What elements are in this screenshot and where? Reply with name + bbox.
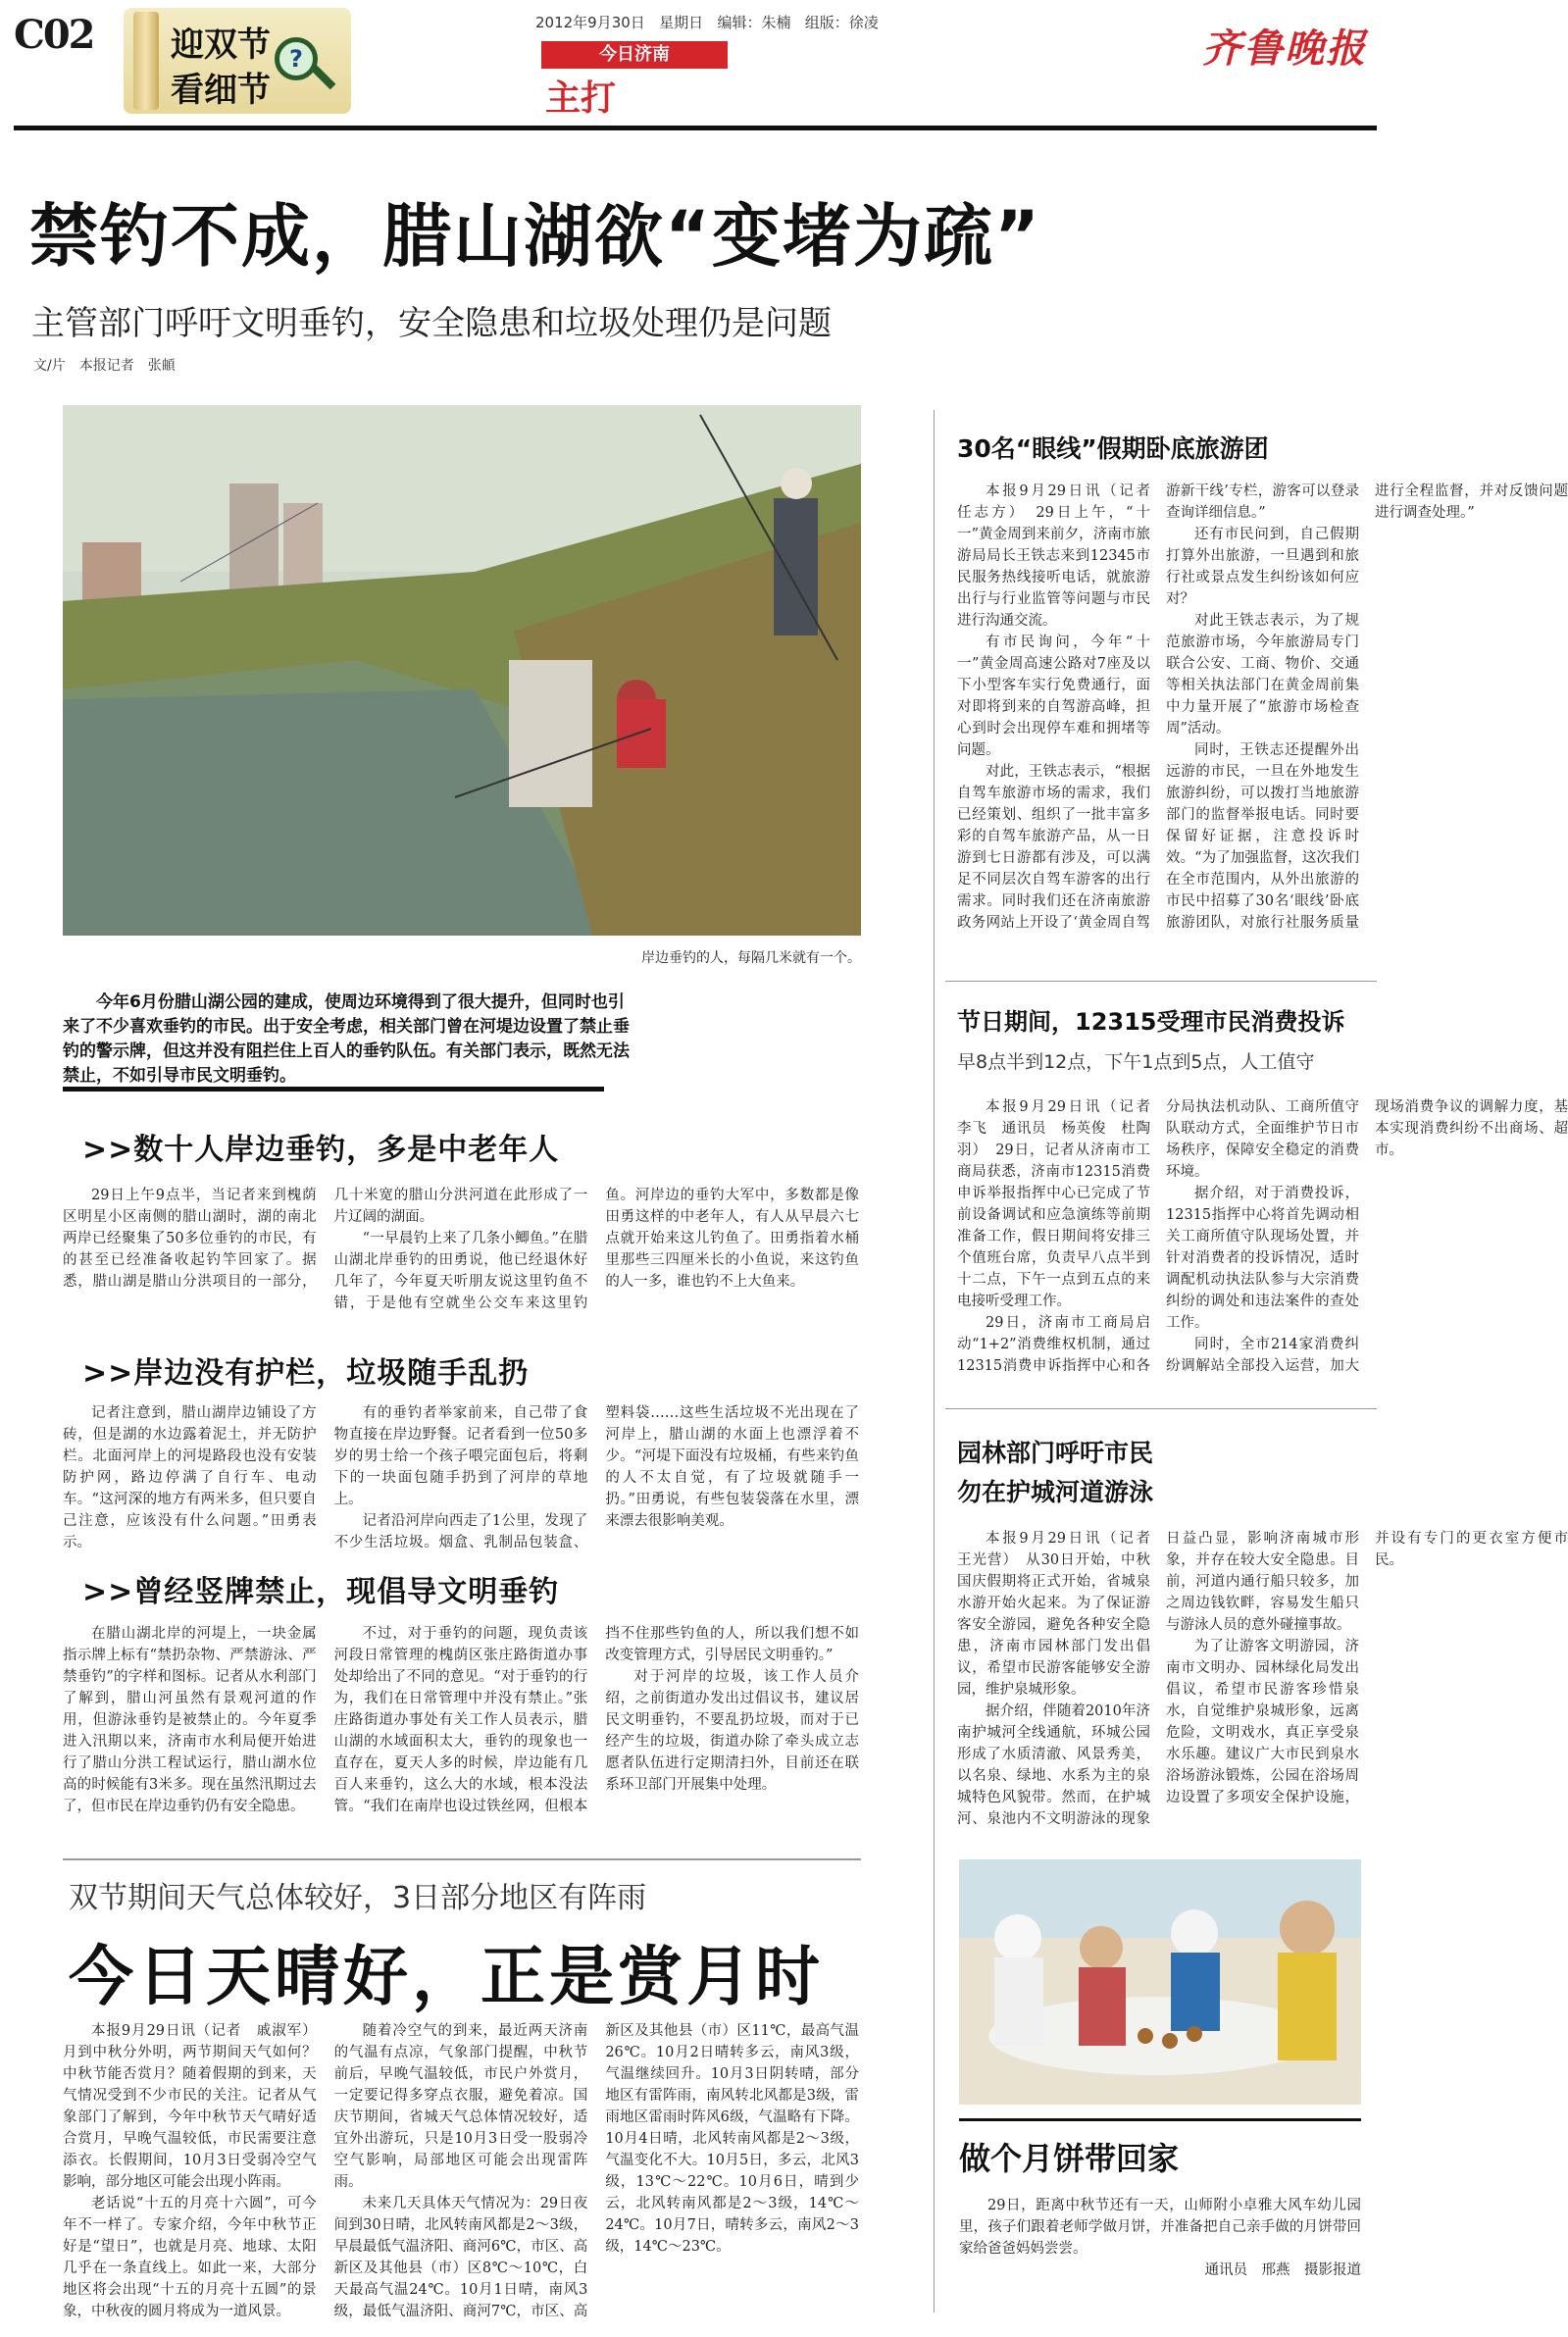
section-2-para-1: 记者注意到，腊山湖岸边铺设了方砖，但是湖的水边露着泥土，并无防护栏。北面河岸上的河堤路段也没有安装防护网，路边停满了自行车、电动车。“这河深的地方有两米多，但只要自己注意，应该没有什么问题。”田勇表示。	[63, 1405, 317, 1550]
sidebar-2-body	[957, 1096, 1568, 1387]
section-tag: 今日济南	[541, 41, 728, 69]
sidebar-2-para-4: 同时，全市214家消费纠纷调解站全部投入运营，加大现场消费争议的调解力度，基本实现消费纠纷不出商场、超市。	[1166, 1099, 1568, 1374]
column-divider	[934, 410, 935, 2312]
photo-caption: 岸边垂钓的人，每隔几米就有一个。	[641, 950, 861, 966]
sidebar-1-para-6: 同时，王铁志还提醒外出远游的市民，一旦在外地发生旅游纠纷，可以拨打当地旅游部门的监督举报电话。同时要保留好证据，注意投诉时效。“为了加强监督，这次我们在全市范围内，从外出旅游的市民中招募了30名‘眼线’卧底旅游团队，对旅行社服务质量进行全程监督，并对反馈问题进行调查处理。”	[1166, 483, 1568, 931]
weekday: 星期日	[659, 14, 704, 31]
sidebar-1-body	[957, 481, 1568, 957]
pillar-icon	[133, 12, 159, 110]
banner-line-2: 看细节	[171, 71, 271, 110]
page-code: C02	[14, 12, 94, 58]
sidebar-1-para-4: 还有市民问到，自己假期打算外出旅游，一旦遇到和旅行社或景点发生纠纷该如何应对？	[1166, 527, 1359, 607]
date: 2012年9月30日	[535, 14, 645, 31]
lead-rule	[63, 1087, 604, 1092]
sidebar-1-para-5: 对此王铁志表示，为了规范旅游市场，今年旅游局专门联合公安、工商、物价、交通等相关执法部门在黄金周前集中力量开展了“旅游市场检查周”活动。	[1166, 613, 1359, 737]
sidebar-photo-rule	[959, 2118, 1361, 2121]
section-2-title: >>岸边没有护栏，垃圾随手乱扔	[82, 1356, 530, 1391]
weather-subhead: 双节期间天气总体较好，3日部分地区有阵雨	[69, 1881, 647, 1915]
issue-date	[535, 12, 879, 32]
holiday-banner	[124, 8, 351, 114]
section-3-para-1: 在腊山湖北岸的河堤上，一块金属指示牌上标有“禁扔杂物、严禁游泳、严禁垂钓”的字样和图标。记者从水利部门了解到，腊山河虽然有景观河道的作用，但游泳垂钓是被禁止的。今年夏季进入汛期以来，济南市水利局便开始进行了腊山分洪工程试运行，腊山湖水位高的时候能有3米多。现在虽然汛期过去了，但市民在岸边垂钓仍有安全隐患。	[63, 1626, 317, 1814]
section-2-para-3: 记者沿河岸向西走了1公里，发现了不少生活垃圾。烟盒、乳制品包装盒、塑料袋……这些生活垃圾不光出现在了河岸上，腊山湖的水面上也漂浮着不少。“河堤下面没有垃圾桶，有些来钓鱼的人不太自觉，有了垃圾就随手一扔。”田勇说，有些包装袋落在水里，漂来漂去很影响美观。	[333, 1405, 859, 1550]
fishing-photo	[63, 405, 861, 936]
banner-line-1: 迎双节	[171, 25, 271, 65]
sidebar-1-para-1: 本报9月29日讯（记者 任志方） 29日上午，“十一”黄金周到来前夕，济南市旅游局局长王铁志来到12345市民服务热线接听电话，就旅游出行与行业监管等问题与市民进行沟通交流。	[957, 483, 1165, 629]
magnifier-icon: ?	[275, 37, 318, 80]
sidebar-rule-1	[945, 981, 1377, 982]
sidebar-3-para-1: 本报9月29日讯（记者 王光营） 从30日开始，中秋国庆假期将正式开始，省城泉水游开始火起来。为了保证游客安全游园，避免各种安全隐患，济南市园林部门发出倡议，希望市民游客能够安全游园，维护泉城形象。	[957, 1531, 1165, 1698]
weather-headline: 今日天晴好，正是赏月时	[69, 1939, 824, 2014]
sidebar-rule-2	[945, 1408, 1377, 1409]
sidebar-4-para-1: 29日，距离中秋节还有一天，山师附小卓雅大风车幼儿园里，孩子们跟着老师学做月饼，并准备把自己亲手做的月饼带回家给爸爸妈妈尝尝。	[959, 2198, 1361, 2257]
section-name: 主打	[545, 78, 617, 119]
weather-body	[63, 2020, 859, 2326]
byline: 文/片 本报记者 张頔	[33, 358, 176, 374]
sidebar-1-para-2: 有市民询问，今年“十一”黄金周高速公路对7座及以下小型客车实行免费通行，面对即将到来的自驾游高峰，担心到时会出现停车难和拥堵等问题。	[957, 635, 1150, 758]
weather-para-1: 本报9月29日讯（记者 戚淑军）月到中秋分外明，两节期间天气如何？中秋节能否赏月？随着假期的到来，天气情况受到不少市民的关注。记者从气象部门了解到，今年中秋节天气晴好适合赏月，早晚气温较低，市民需要注意添衣。长假期间，10月3日受弱冷空气影响，部分地区可能会出现小阵雨。	[63, 2023, 317, 2190]
sidebar-3-body	[957, 1528, 1568, 1832]
weather-para-4: 未来几天具体天气情况为：29日夜间到30日晴，北风转南风都是2～3级，早晨最低气温济阳、商河6℃，市区、高新区及其他县（市）区8℃～10℃，白天最高气温24℃。10月1日晴，南风3级，最低气温济阳、商河7℃，市区、高新区及其他县（市）区11℃，最高气温26℃。10月2日晴转多云，南风3级，气温继续回升。10月3日阴转晴，部分地区有雷阵雨，南风转北风都是3级，雷雨地区雷雨时阵风6级，气温略有下降。10月4日晴，北风转南风都是2～3级，气温变化不大。10月5日，多云，北风3级，13℃～22℃。10月6日，晴到少云，北风转南风都是2～3级，14℃～24℃。10月7日，晴转多云，南风2～3级，14℃～23℃。	[333, 2023, 859, 2319]
main-headline: 禁钓不成，腊山湖欲“变堵为疏”	[29, 196, 1042, 277]
sidebar-2-para-3: 据介绍，对于消费投诉，12315指挥中心将首先调动相关工商所值守队现场处置，并针对消费者的投诉情况，适时调配机动执法队参与大宗消费纠纷的调处和违法案件的查处工作。	[1166, 1186, 1359, 1331]
header-rule	[14, 126, 1377, 130]
section-3-para-3: 对于河岸的垃圾，该工作人员介绍，之前街道办发出过倡议书，建议居民文明垂钓，不要乱扔垃圾，而对于已经产生的垃圾，街道办除了牵头成立志愿者队伍进行定期清扫外，目前还在联系环卫部门开展集中处理。	[605, 1669, 859, 1793]
mooncake-photo	[959, 1859, 1361, 2105]
sidebar-2-subtitle: 早8点半到12点，下午1点到5点，人工值守	[957, 1051, 1315, 1073]
lead-paragraph: 今年6月份腊山湖公园的建成，使周边环境得到了很大提升，但同时也引来了不少喜欢垂钓的市民。出于安全考虑，相关部门曾在河堤边设置了禁止垂钓的警示牌，但这并没有阻拦住上百人的垂钓队伍。有关部门表示，既然无法禁止，不如引导市民文明垂钓。	[63, 992, 630, 1086]
section-1-para-1: 29日上午9点半，当记者来到槐荫区明星小区南侧的腊山湖时，湖的南北两岸已经聚集了50多位垂钓的市民，有的甚至已经准备收起钓竿回家了。据悉，腊山湖是腊山分洪项目的一部分，几十米宽的腊山分洪河道在此形成了一片辽阔的湖面。	[63, 1188, 588, 1290]
weather-para-3: 随着冷空气的到来，最近两天济南的气温有点凉，气象部门提醒，中秋节前后，早晚气温较低，市民户外赏月，一定要记得多穿点衣服，避免着凉。国庆节期间，省城天气总体情况较好，适宜外出游玩，只是10月3日受一股弱冷空气影响，局部地区可能会出现雷阵雨。	[333, 2023, 588, 2190]
magnifier-handle	[310, 64, 336, 90]
section-1-body	[63, 1185, 859, 1361]
section-1-title: >>数十人岸边垂钓，多是中老年人	[82, 1133, 560, 1167]
main-subheadline: 主管部门呼吁文明垂钓，安全隐患和垃圾处理仍是问题	[31, 304, 832, 343]
paper-logo: 齐鲁晚报	[1202, 25, 1367, 72]
weather-para-2: 老话说“十五的月亮十六圆”，可今年不一样了。专家介绍，今年中秋节正好是“望日”，也就是月亮、地球、太阳几乎在一条直线上。如此一来，大部分地区将会出现“十五的月亮十五圆”的景象，中秋夜的圆月将成为一道风景。	[63, 2196, 317, 2319]
section-2-para-2: 有的垂钓者举家前来，自己带了食物直接在岸边野餐。记者看到一位50多岁的男士给一个孩子喂完面包后，将剩下的一块面包随手扔到了河岸的草地上。	[333, 1405, 588, 1507]
section-1-para-2: “一早晨钓上来了几条小鲫鱼。”在腊山湖北岸垂钓的田勇说，他已经退休好几年了，今年夏天听朋友说这里钓鱼不错，于是他有空就坐公交车来这里钓鱼。河岸边的垂钓大军中，多数都是像田勇这样的中老年人，有人从早晨六七点就开始来这儿钓鱼了。田勇指着水桶里那些三四厘米长的小鱼说，来这钓鱼的人一多，谁也钓不上大鱼来。	[333, 1188, 859, 1311]
editor: 编辑：朱楠	[717, 14, 791, 31]
sidebar-3-para-3: 为了让游客文明游园，济南市文明办、园林绿化局发出倡议，希望市民游客珍惜泉水，自觉维护泉城形象，远离危险，文明戏水，真正享受泉水乐趣。建议广大市民到泉水浴场游泳锻炼，公园在浴场周边设置了多项安全保护设施，并设有专门的更衣室方便市民。	[1166, 1531, 1568, 1805]
sidebar-4-title: 做个月饼带回家	[959, 2140, 1180, 2177]
sidebar-3-para-2: 据介绍，伴随着2010年济南护城河全线通航，环城公园形成了水质清澈、风景秀美，以名泉、绿地、水系为主的泉城特色风貌带。然而，在护城河、泉池内不文明游泳的现象日益凸显，影响济南城市形象，并存在较大安全隐患。目前，河道内通行船只较多，加之周边钱钦畔，容易发生船只与游泳人员的意外碰撞事故。	[957, 1531, 1359, 1827]
weather-divider	[63, 1858, 861, 1860]
layout-editor: 组版：徐凌	[804, 14, 879, 31]
sidebar-1-para-3: 对此，王铁志表示，“根据自驾车旅游市场的需求，我们已经策划、组织了一批丰富多彩的自驾车旅游产品，从一日游到七日游都有涉及，可以满足不同层次自驾车游客的出行需求。同时我们还在济南旅游政务网站上开设了‘黄金周自驾游新干线’专栏，游客可以登录查询详细信息。”	[957, 483, 1359, 931]
sidebar-4-credit: 通讯员 邢燕 摄影报道	[1204, 2262, 1361, 2278]
section-3-para-2: 不过，对于垂钓的问题，现负责该河段日常管理的槐荫区张庄路街道办事处却给出了不同的意见。“对于垂钓的行为，我们在日常管理中并没有禁止。”张庄路街道办事处有关工作人员表示，腊山湖的水域面积太大，垂钓的现象也一直存在，夏天人多的时候，岸边能有几百人来垂钓，这么大的水域，根本没法管。“我们在南岸也设过铁丝网，但根本挡不住那些钓鱼的人，所以我们想不如改变管理方式，引导居民文明垂钓。”	[333, 1626, 859, 1814]
sidebar-3-title: 园林部门呼吁市民勿在护城河道游泳	[957, 1439, 1154, 1506]
sidebar-4-body	[959, 2195, 1361, 2281]
sidebar-2-title: 节日期间，12315受理市民消费投诉	[957, 1008, 1345, 1036]
section-3-body	[63, 1623, 859, 1841]
sidebar-1-title: 30名“眼线”假期卧底旅游团	[957, 434, 1269, 463]
section-2-body	[63, 1402, 859, 1579]
sidebar-2-para-1: 本报9月29日讯（记者 李飞 通讯员 杨英俊 杜陶羽） 29日，记者从济南市工商局获悉，济南市12315消费申诉举报指挥中心已完成了节前设备调试和应急演练等前期准备工作，假日期间将安排三个值班台席，负责早八点半到十二点，下午一点到五点的来电接听受理工作。	[957, 1099, 1165, 1309]
section-3-title: >>曾经竖牌禁止，现倡导文明垂钓	[82, 1575, 560, 1609]
sidebar-2-para-2: 29日，济南市工商局启动“1+2”消费维权机制，通过12315消费申诉指挥中心和各分局执法机动队、工商所值守队联动方式，全面维护节日市场秩序，保障安全稳定的消费环境。	[957, 1099, 1359, 1374]
